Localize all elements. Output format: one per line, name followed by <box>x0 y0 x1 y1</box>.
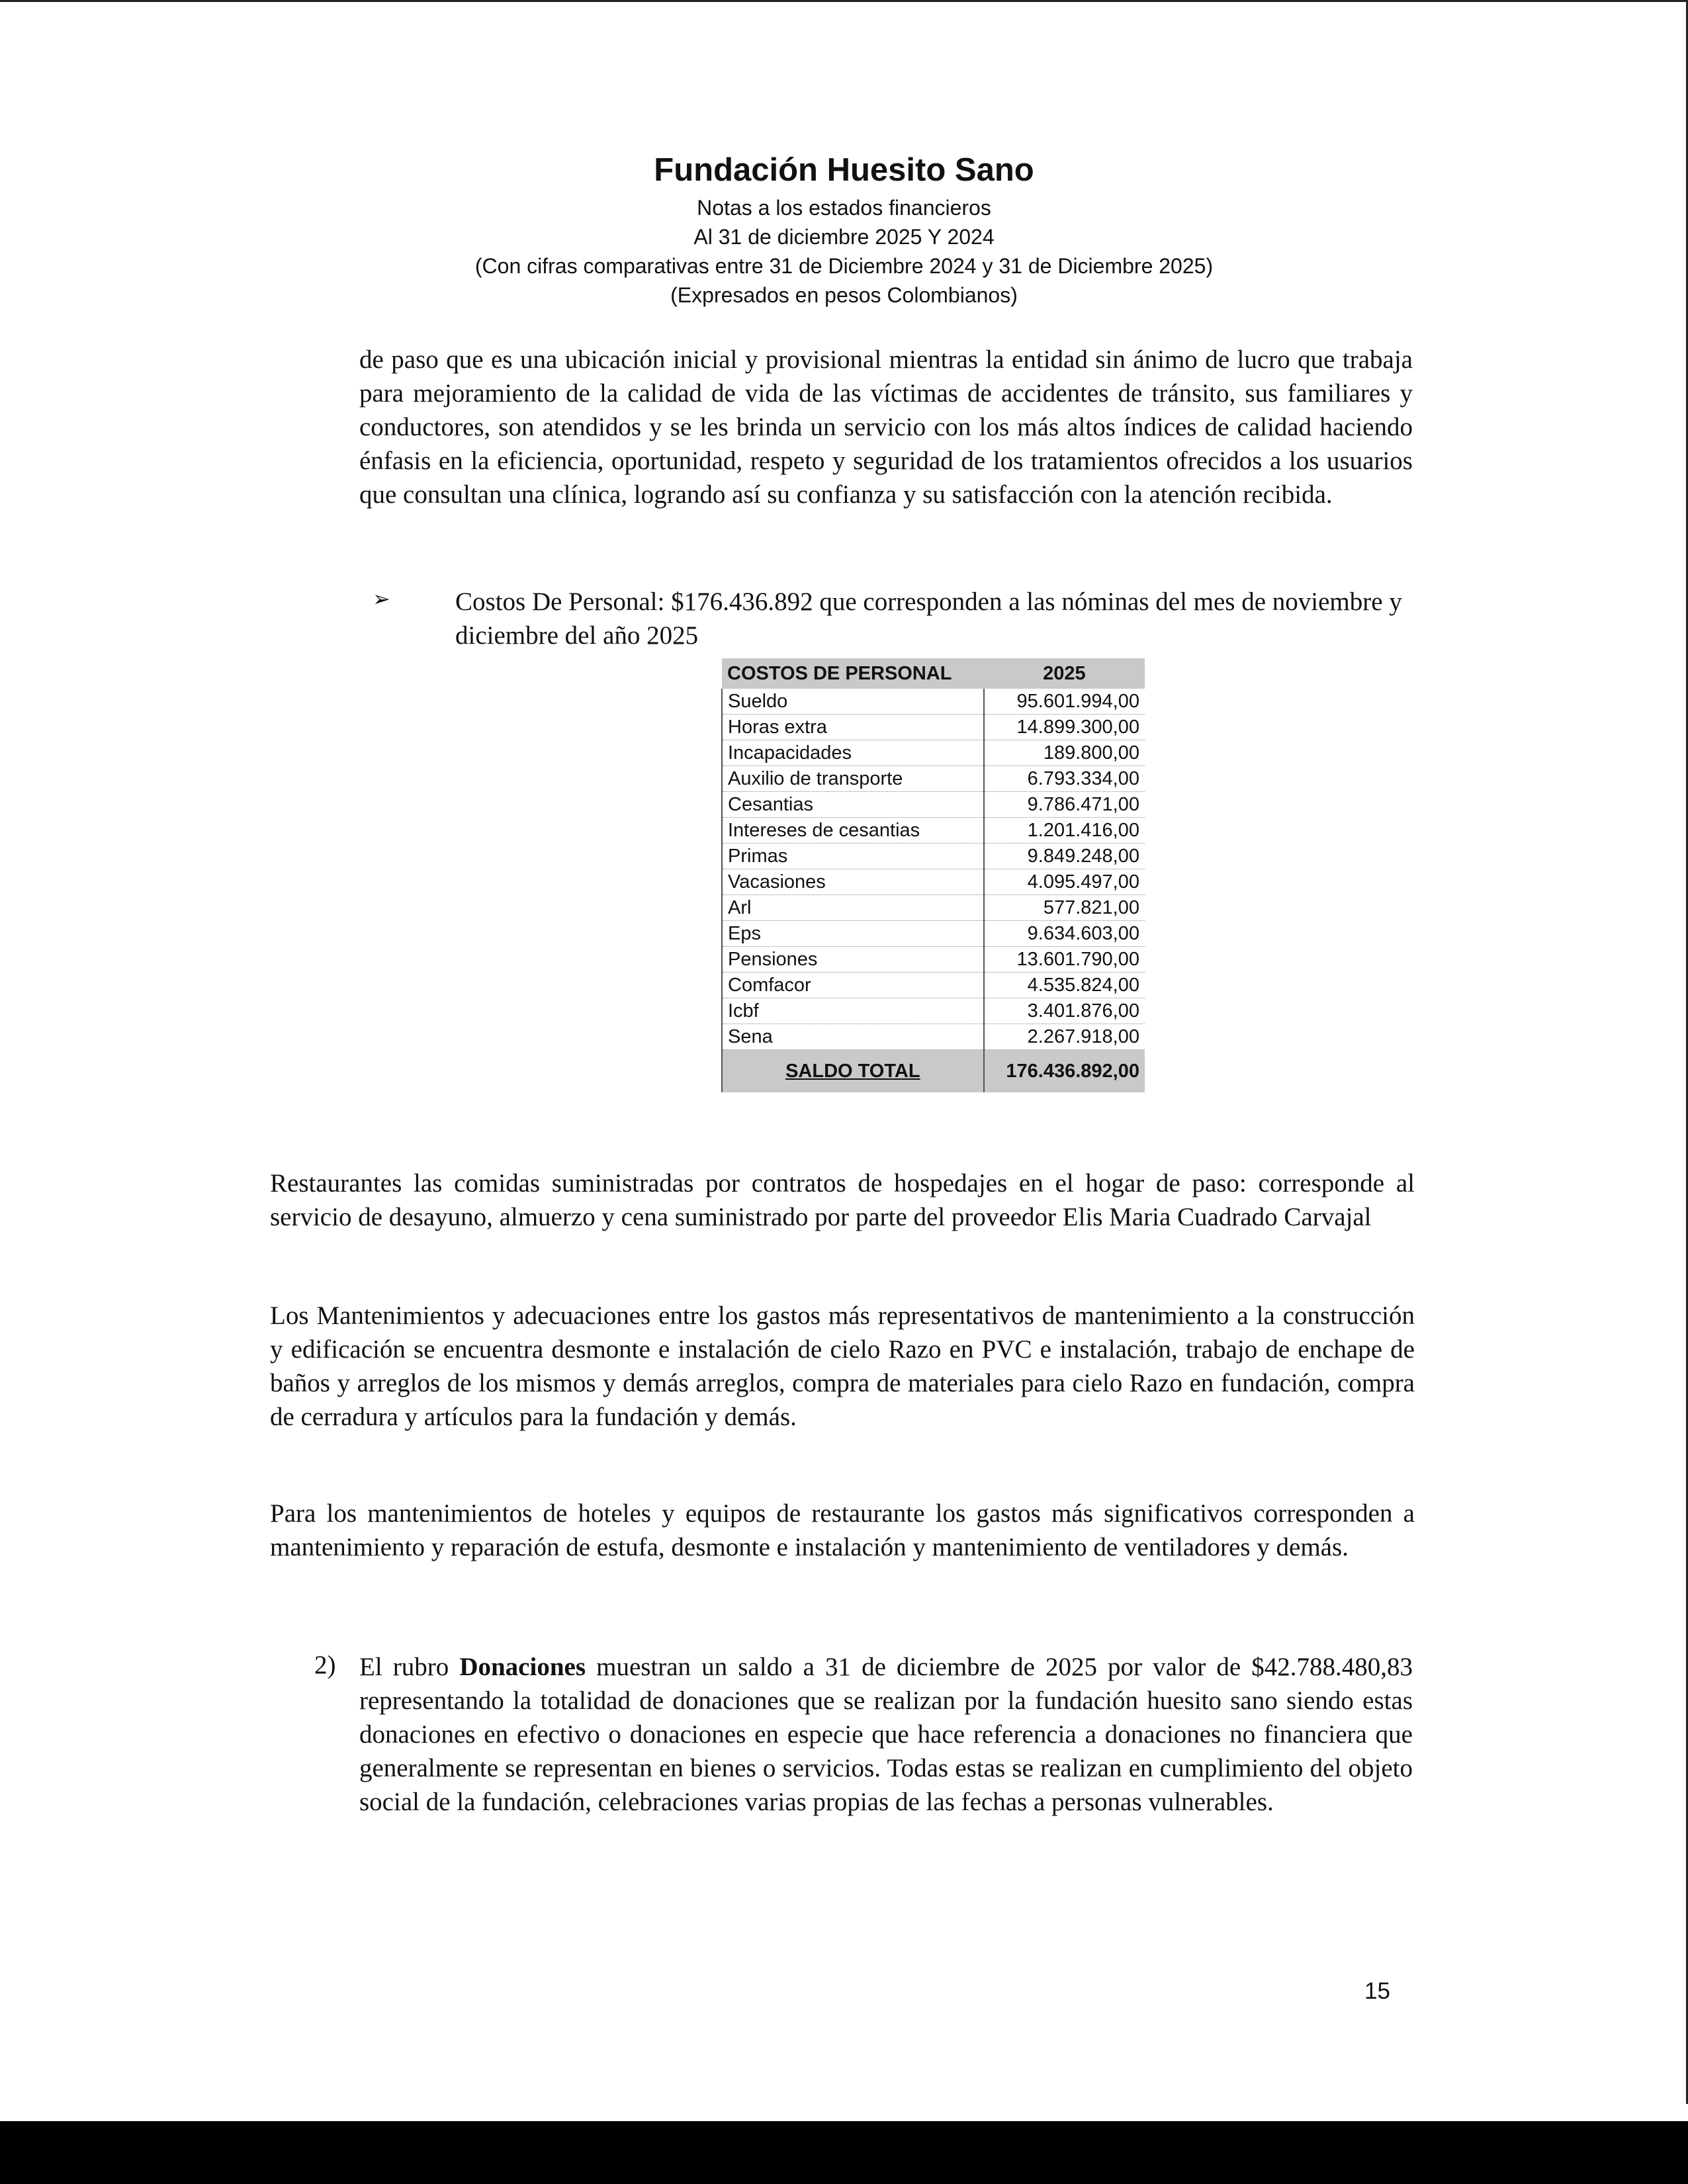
table-row <box>722 740 1145 766</box>
row-label: Auxilio de transporte <box>722 766 984 792</box>
paragraph-mantenimientos: Los Mantenimientos y adecuaciones entre los gastos más representativos de mantenimiento a la construcción y edificación se encuentra desmonte e instalación de cielo Razo en PVC e instalación, trabajo de enchape de baños y arreglos de los mismos y demás arreglos, compra de materiales para cielo Razo en fundación, compra de cerradura y artículos para la fundación y demás. <box>270 1301 1415 1431</box>
paragraph-donaciones <box>359 1650 1413 1819</box>
donaciones-keyword: Donaciones <box>459 1653 586 1681</box>
row-label: Icbf <box>722 998 984 1024</box>
row-label: Eps <box>722 921 984 947</box>
row-value: 9.634.603,00 <box>984 921 1145 947</box>
row-label: Intereses de cesantias <box>722 818 984 844</box>
row-value: 4.535.824,00 <box>984 973 1145 998</box>
row-label: Horas extra <box>722 715 984 740</box>
table-row <box>722 947 1145 973</box>
document-header <box>0 147 1688 310</box>
row-label: Cesantias <box>722 792 984 818</box>
scan-border-top <box>0 0 1688 2</box>
subtitle-notes: Notas a los estados financieros <box>697 196 991 220</box>
row-label: Pensiones <box>722 947 984 973</box>
row-value: 577.821,00 <box>984 895 1145 921</box>
paragraph-intro: de paso que es una ubicación inicial y provisional mientras la entidad sin ánimo de lucro que trabaja para mejoramiento de la calidad de vida de las víctimas de accidentes de tránsito, sus familiares y conductores, son atendidos y se les brinda un servicio con los más altos índices de calidad haciendo énfasis en la eficiencia, oportunidad, respeto y seguridad de los tratamientos ofrecidos a los usuarios que consultan una clínica, logrando así su confianza y su satisfacción con la atención recibida. <box>359 345 1413 509</box>
table-header-year: 2025 <box>984 658 1145 689</box>
bullet-costos-personal: Costos De Personal: $176.436.892 que corresponden a las nóminas del mes de noviembre y diciembre del año 2025 <box>455 588 1402 650</box>
row-value: 6.793.334,00 <box>984 766 1145 792</box>
table-row <box>722 921 1145 947</box>
table-row <box>722 869 1145 895</box>
subtitle-comparative: (Con cifras comparativas entre 31 de Diciembre 2024 y 31 de Diciembre 2025) <box>474 254 1214 278</box>
row-label: Primas <box>722 844 984 869</box>
donaciones-body: muestran un saldo a 31 de diciembre de 2025 por valor de $42.788.480,83 representando la totalidad de donaciones que se realizan por la fundación huesito sano siendo estas donaciones en efectivo o donaciones en especie que hace referencia a donaciones no financiera que generalmente se representan en bienes o servicios. Todas estas se realizan en cumplimiento del objeto social de la fundación, celebraciones varias propias de las fechas a personas vulnerables. <box>359 1653 1413 1816</box>
row-value: 3.401.876,00 <box>984 998 1145 1024</box>
page-number: 15 <box>1364 1978 1390 2004</box>
row-value: 2.267.918,00 <box>984 1024 1145 1050</box>
table-total-row <box>722 1050 1145 1093</box>
table-row <box>722 1024 1145 1050</box>
table-header-row <box>722 658 1145 689</box>
row-value: 9.849.248,00 <box>984 844 1145 869</box>
table-header-label: COSTOS DE PERSONAL <box>722 658 984 689</box>
table-row <box>722 998 1145 1024</box>
row-value: 14.899.300,00 <box>984 715 1145 740</box>
subtitle-currency: (Expresados en pesos Colombianos) <box>670 283 1018 307</box>
row-value: 95.601.994,00 <box>984 689 1145 715</box>
table-row <box>722 895 1145 921</box>
bullet-arrow-icon: ➢ <box>373 587 390 611</box>
row-label: Sena <box>722 1024 984 1050</box>
donaciones-lead: El rubro <box>359 1653 460 1681</box>
table-row <box>722 715 1145 740</box>
row-label: Sueldo <box>722 689 984 715</box>
paragraph-restaurantes: Restaurantes las comidas suministradas por contratos de hospedajes en el hogar de paso: corresponde al servicio de desayuno, almuerzo y cena suministrado por parte del proveedor Elis Maria Cuadrado Carvajal <box>270 1169 1415 1231</box>
scan-border-bottom <box>0 2121 1688 2184</box>
row-label: Incapacidades <box>722 740 984 766</box>
row-label: Comfacor <box>722 973 984 998</box>
table-row <box>722 766 1145 792</box>
row-label: Arl <box>722 895 984 921</box>
row-label: Vacasiones <box>722 869 984 895</box>
subtitle-date: Al 31 de diciembre 2025 Y 2024 <box>693 225 995 249</box>
table-row <box>722 844 1145 869</box>
row-value: 4.095.497,00 <box>984 869 1145 895</box>
paragraph-hoteles: Para los mantenimientos de hoteles y equipos de restaurante los gastos más significativos corresponden a mantenimiento y reparación de estufa, desmonte e instalación y mantenimiento de ventiladores y demás. <box>270 1499 1415 1561</box>
row-value: 189.800,00 <box>984 740 1145 766</box>
costos-personal-table <box>721 658 1145 1092</box>
table-row <box>722 818 1145 844</box>
document-title: Fundación Huesito Sano <box>654 152 1034 188</box>
total-value: 176.436.892,00 <box>984 1050 1145 1093</box>
table-row <box>722 792 1145 818</box>
table-row <box>722 689 1145 715</box>
row-value: 13.601.790,00 <box>984 947 1145 973</box>
table-row <box>722 973 1145 998</box>
row-value: 1.201.416,00 <box>984 818 1145 844</box>
total-label: SALDO TOTAL <box>722 1050 984 1093</box>
item-number: 2) <box>314 1651 336 1679</box>
row-value: 9.786.471,00 <box>984 792 1145 818</box>
